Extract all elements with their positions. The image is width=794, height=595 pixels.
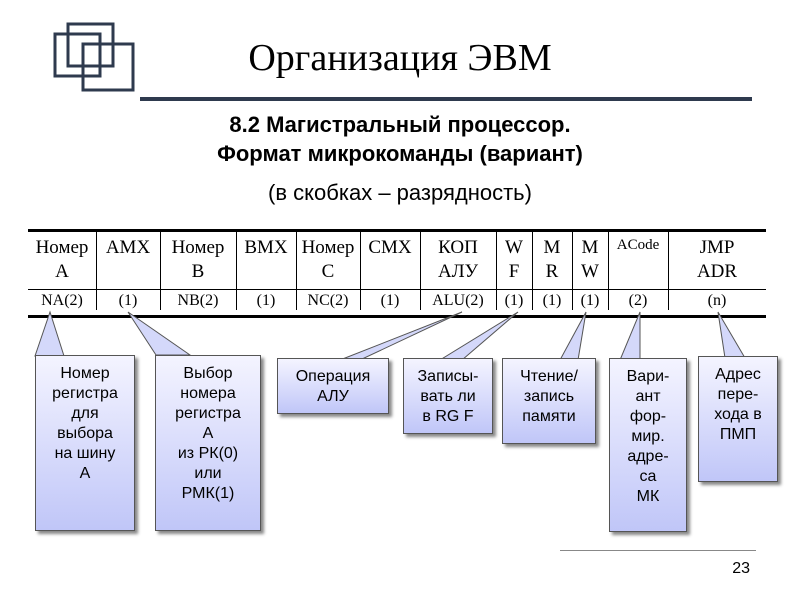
callout-address-variant xyxy=(609,358,687,532)
callout-jump-address xyxy=(698,356,778,482)
field-name-9: M W xyxy=(581,237,599,282)
field-bits-0: NA(2) xyxy=(41,292,83,309)
field-name-5: CMX xyxy=(368,237,412,258)
field-bits-8: (1) xyxy=(542,292,562,309)
field-bits-4: NC(2) xyxy=(307,292,349,309)
field-bits-5: (1) xyxy=(380,292,400,309)
slide-title: Организация ЭВМ xyxy=(248,37,552,79)
callout-text: Операция АЛУ xyxy=(295,368,371,405)
field-name-1: AMX xyxy=(105,237,151,258)
callout-text: Чтение/ запись памяти xyxy=(520,368,578,425)
field-bits-2: NB(2) xyxy=(177,292,219,309)
footer-rule xyxy=(560,550,756,551)
field-bits-11: (n) xyxy=(707,292,727,309)
callout-text: Записы- вать ли в RG F xyxy=(417,368,479,425)
callout-text: Выбор номера регистра А из РК(0) или РМК(1) xyxy=(175,365,241,502)
field-bits-10: (2) xyxy=(628,292,648,309)
subtitle-line-2: Формат микрокоманды (вариант) xyxy=(217,141,583,166)
field-name-6: КОП АЛУ xyxy=(437,237,479,282)
field-name-2: Номер В xyxy=(171,237,225,282)
field-name-4: Номер С xyxy=(301,237,355,282)
field-bits-3: (1) xyxy=(256,292,276,309)
callout-text: Вари- ант фор- мир. адре- са МК xyxy=(626,368,670,505)
callout-text: Адрес пере- хода в ПМП xyxy=(714,366,762,443)
field-name-10: ACode xyxy=(616,237,660,253)
field-name-8: M R xyxy=(543,237,561,282)
callout-write-rgf xyxy=(403,358,493,434)
callout-memory-rw xyxy=(502,358,596,444)
field-name-0: Номер А xyxy=(35,237,89,282)
field-bits-7: (1) xyxy=(504,292,524,309)
field-name-7: W F xyxy=(505,237,523,282)
subtitle-line-1: 8.2 Магистральный процессор. xyxy=(229,112,571,137)
field-name-11: JMP ADR xyxy=(696,237,738,282)
field-bits-6: ALU(2) xyxy=(432,292,484,309)
subtitle-line-3: (в скобках – разрядность) xyxy=(268,180,532,205)
callout-select-register-source xyxy=(155,355,261,531)
page-number: 23 xyxy=(732,560,750,577)
callout-alu-operation xyxy=(277,358,389,414)
field-bits-1: (1) xyxy=(118,292,138,309)
callout-register-a xyxy=(35,355,135,531)
field-bits-9: (1) xyxy=(580,292,600,309)
callout-text: Номер регистра для выбора на шину А xyxy=(52,365,118,482)
field-name-3: BMX xyxy=(244,237,288,258)
